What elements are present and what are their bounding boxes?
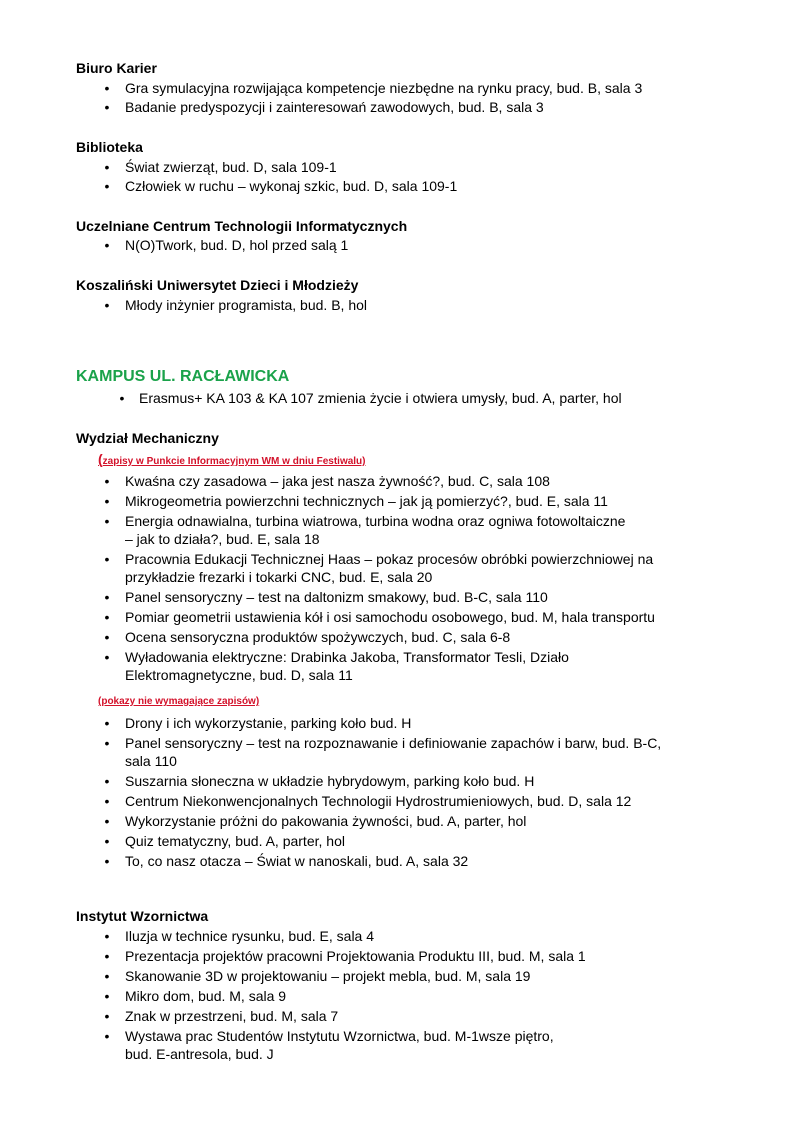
section-heading-biblioteka: Biblioteka xyxy=(76,139,143,155)
section-heading-kudim: Koszaliński Uniwersytet Dzieci i Młodzieży xyxy=(76,277,359,293)
bullet-icon: • xyxy=(104,793,110,809)
bullet-icon: • xyxy=(104,237,110,253)
list-item-text: Ocena sensoryczna produktów spożywczych, bud. C, sala 6-8 xyxy=(125,629,511,645)
list-item-text: Energia odnawialna, turbina wiatrowa, turbina wodna oraz ogniwa fotowoltaiczne xyxy=(125,513,626,529)
list-item-text: Elektromagnetyczne, bud. D, sala 11 xyxy=(125,667,353,683)
list-item-text: Kwaśna czy zasadowa – jaka jest nasza żywność?, bud. C, sala 108 xyxy=(125,473,550,489)
list-item-text: Drony i ich wykorzystanie, parking koło bud. H xyxy=(125,715,412,731)
bullet-icon: • xyxy=(104,928,110,944)
list-item-text: Skanowanie 3D w projektowaniu – projekt mebla, bud. M, sala 19 xyxy=(125,968,531,984)
list-item-text: Wykorzystanie próżni do pakowania żywności, bud. A, parter, hol xyxy=(125,813,527,829)
list-item-text: Wyładowania elektryczne: Drabinka Jakoba, Transformator Tesli, Działo xyxy=(125,649,569,665)
bullet-icon: • xyxy=(104,99,110,115)
list-item-text: Pomiar geometrii ustawienia kół i osi samochodu osobowego, bud. M, hala transportu xyxy=(125,609,655,625)
list-item-text: Prezentacja projektów pracowni Projektowania Produktu III, bud. M, sala 1 xyxy=(125,948,586,964)
list-item-text: Iluzja w technice rysunku, bud. E, sala 4 xyxy=(125,928,375,944)
section-heading-biuro-karier: Biuro Karier xyxy=(76,60,157,76)
bullet-icon: • xyxy=(104,853,110,869)
bullet-icon: • xyxy=(104,988,110,1004)
bullet-icon: • xyxy=(104,551,110,567)
list-item-text: Panel sensoryczny – test na rozpoznawanie i definiowanie zapachów i barw, bud. B-C, xyxy=(125,735,662,751)
bullet-icon: • xyxy=(104,629,110,645)
bullet-icon: • xyxy=(104,1028,110,1044)
bullet-icon: • xyxy=(104,1008,110,1024)
bullet-icon: • xyxy=(104,715,110,731)
campus-heading: KAMPUS UL. RACŁAWICKA xyxy=(76,368,290,385)
section-heading-ucti: Uczelniane Centrum Technologii Informatycznych xyxy=(76,218,408,234)
list-item-text: Panel sensoryczny – test na daltonizm smakowy, bud. B-C, sala 110 xyxy=(125,589,548,605)
list-item-text: przykładzie frezarki i tokarki CNC, bud. E, sala 20 xyxy=(125,569,433,585)
list-item-text: Znak w przestrzeni, bud. M, sala 7 xyxy=(125,1008,339,1024)
bullet-icon: • xyxy=(104,649,110,665)
bullet-icon: • xyxy=(104,493,110,509)
list-item-text: Wystawa prac Studentów Instytutu Wzornictwa, bud. M-1wsze piętro, xyxy=(125,1028,554,1044)
section-heading-instytut-wzornictwa: Instytut Wzornictwa xyxy=(76,908,209,924)
nosignup-note: (pokazy nie wymagające zapisów) xyxy=(98,696,260,707)
bullet-icon: • xyxy=(104,609,110,625)
bullet-icon: • xyxy=(104,80,110,96)
bullet-icon: • xyxy=(104,159,110,175)
bullet-icon: • xyxy=(119,390,125,406)
list-item-text: Mikro dom, bud. M, sala 9 xyxy=(125,988,287,1004)
bullet-icon: • xyxy=(104,178,110,194)
document-page: Biuro Karier • Gra symulacyjna rozwijająca kompetencje niezbędne na rynku pracy, bud. B, sala 3 • Badanie predyspozycji i zainteresowań zawodowych, bud. B, sala 3 Biblioteka • Świat zwierząt, bud. D, sala 109-1 • Człowiek w ruchu – wykonaj szkic, bud. D, sala 109-1 Uczelniane Centrum Technologii Informatycznych • N(O)Twork, bud. D, hol przed salą 1 Koszaliński Uniwersytet Dzieci i Młodzieży • Młody inżynier programista, bud. B, hol KAMPUS UL. RACŁAWICKA • Erasmus+ KA 103 & KA 107 zmienia życie i otwiera umysły, bud. A, parter, hol Wydział Mechaniczny (zapisy w Punkcie Informacyjnym WM w dniu Festiwalu) • Kwaśna czy zasadowa – jaka jest nasza żywność?, bud. C, sala 108 • Mikrogeometria powierzchni technicznych – jak ją pomierzyć?, bud. E, sala 11 • Energia odnawialna, turbina wiatrowa, turbina wodna oraz ogniwa fotowoltaiczne – jak to działa?, bud. E, sala 18 • Pracownia Edukacji Technicznej Haas – pokaz procesów obróbki powierzchniowej na przykładzie frezarki i tokarki CNC, bud. E, sala 20 • Panel sensoryczny – test na daltonizm smakowy, bud. B-C, sala 110 • Pomiar geometrii ustawienia kół i osi samochodu osobowego, bud. M, hala transportu • Ocena sensoryczna produktów spożywczych, bud. C, sala 6-8 • Wyładowania elektryczne: Drabinka Jakoba, Transformator Tesli, Działo Elektromagnetyczne, bud. D, sala 11 (pokazy nie wymagające zapisów) • Drony i ich wykorzystanie, parking koło bud. H • Panel sensoryczny – test na rozpoznawanie i definiowanie zapachów i barw, bud. B-C, sala 110 • Suszarnia słoneczna w układzie hybrydowym, parking koło bud. H • Centrum Niekonwencjonalnych Technologii Hydrostrumieniowych, bud. D, sala 12 • Wykorzystanie próżni do pakowania żywności, bud. A, parter, hol • Quiz tematyczny, bud. A, parter, hol • To, co nasz otacza – Świat w nanoskali, bud. A, sala 32 Instytut Wzornictwa • Iluzja w technice rysunku, bud. E, sala 4 • Prezentacja projektów pracowni Projektowania Produktu III, bud. M, sala 1 • Skanowanie 3D w projektowaniu – projekt mebla, bud. M, sala 19 • Mikro dom, bud. M, sala 9 • Znak w przestrzeni, bud. M, sala 7 • Wystawa prac Studentów Instytutu Wzornictwa, bud. M-1wsze piętro, bud. E-antresola, bud. J xyxy=(0,0,800,1132)
list-item-text: – jak to działa?, bud. E, sala 18 xyxy=(125,531,320,547)
section-heading-wydzial-mechaniczny: Wydział Mechaniczny xyxy=(76,430,219,446)
bullet-icon: • xyxy=(104,297,110,313)
list-item-text: Centrum Niekonwencjonalnych Technologii Hydrostrumieniowych, bud. D, sala 12 xyxy=(125,793,632,809)
list-item-text: bud. E-antresola, bud. J xyxy=(125,1046,274,1062)
list-item-text: Suszarnia słoneczna w układzie hybrydowym, parking koło bud. H xyxy=(125,773,535,789)
signup-note: (zapisy w Punkcie Informacyjnym WM w dniu Festiwalu) xyxy=(98,451,366,467)
list-item-text: To, co nasz otacza – Świat w nanoskali, bud. A, sala 32 xyxy=(125,853,469,869)
bullet-icon: • xyxy=(104,735,110,751)
bullet-icon: • xyxy=(104,513,110,529)
list-item-text: Pracownia Edukacji Technicznej Haas – pokaz procesów obróbki powierzchniowej na xyxy=(125,551,654,567)
bullet-icon: • xyxy=(104,948,110,964)
list-item-text: Mikrogeometria powierzchni technicznych – jak ją pomierzyć?, bud. E, sala 11 xyxy=(125,493,608,509)
list-item-text: sala 110 xyxy=(125,753,177,769)
bullet-icon: • xyxy=(104,473,110,489)
bullet-icon: • xyxy=(104,833,110,849)
bullet-icon: • xyxy=(104,813,110,829)
list-item-text: Quiz tematyczny, bud. A, parter, hol xyxy=(125,833,345,849)
bullet-icon: • xyxy=(104,589,110,605)
bullet-icon: • xyxy=(104,773,110,789)
bullet-icon: • xyxy=(104,968,110,984)
